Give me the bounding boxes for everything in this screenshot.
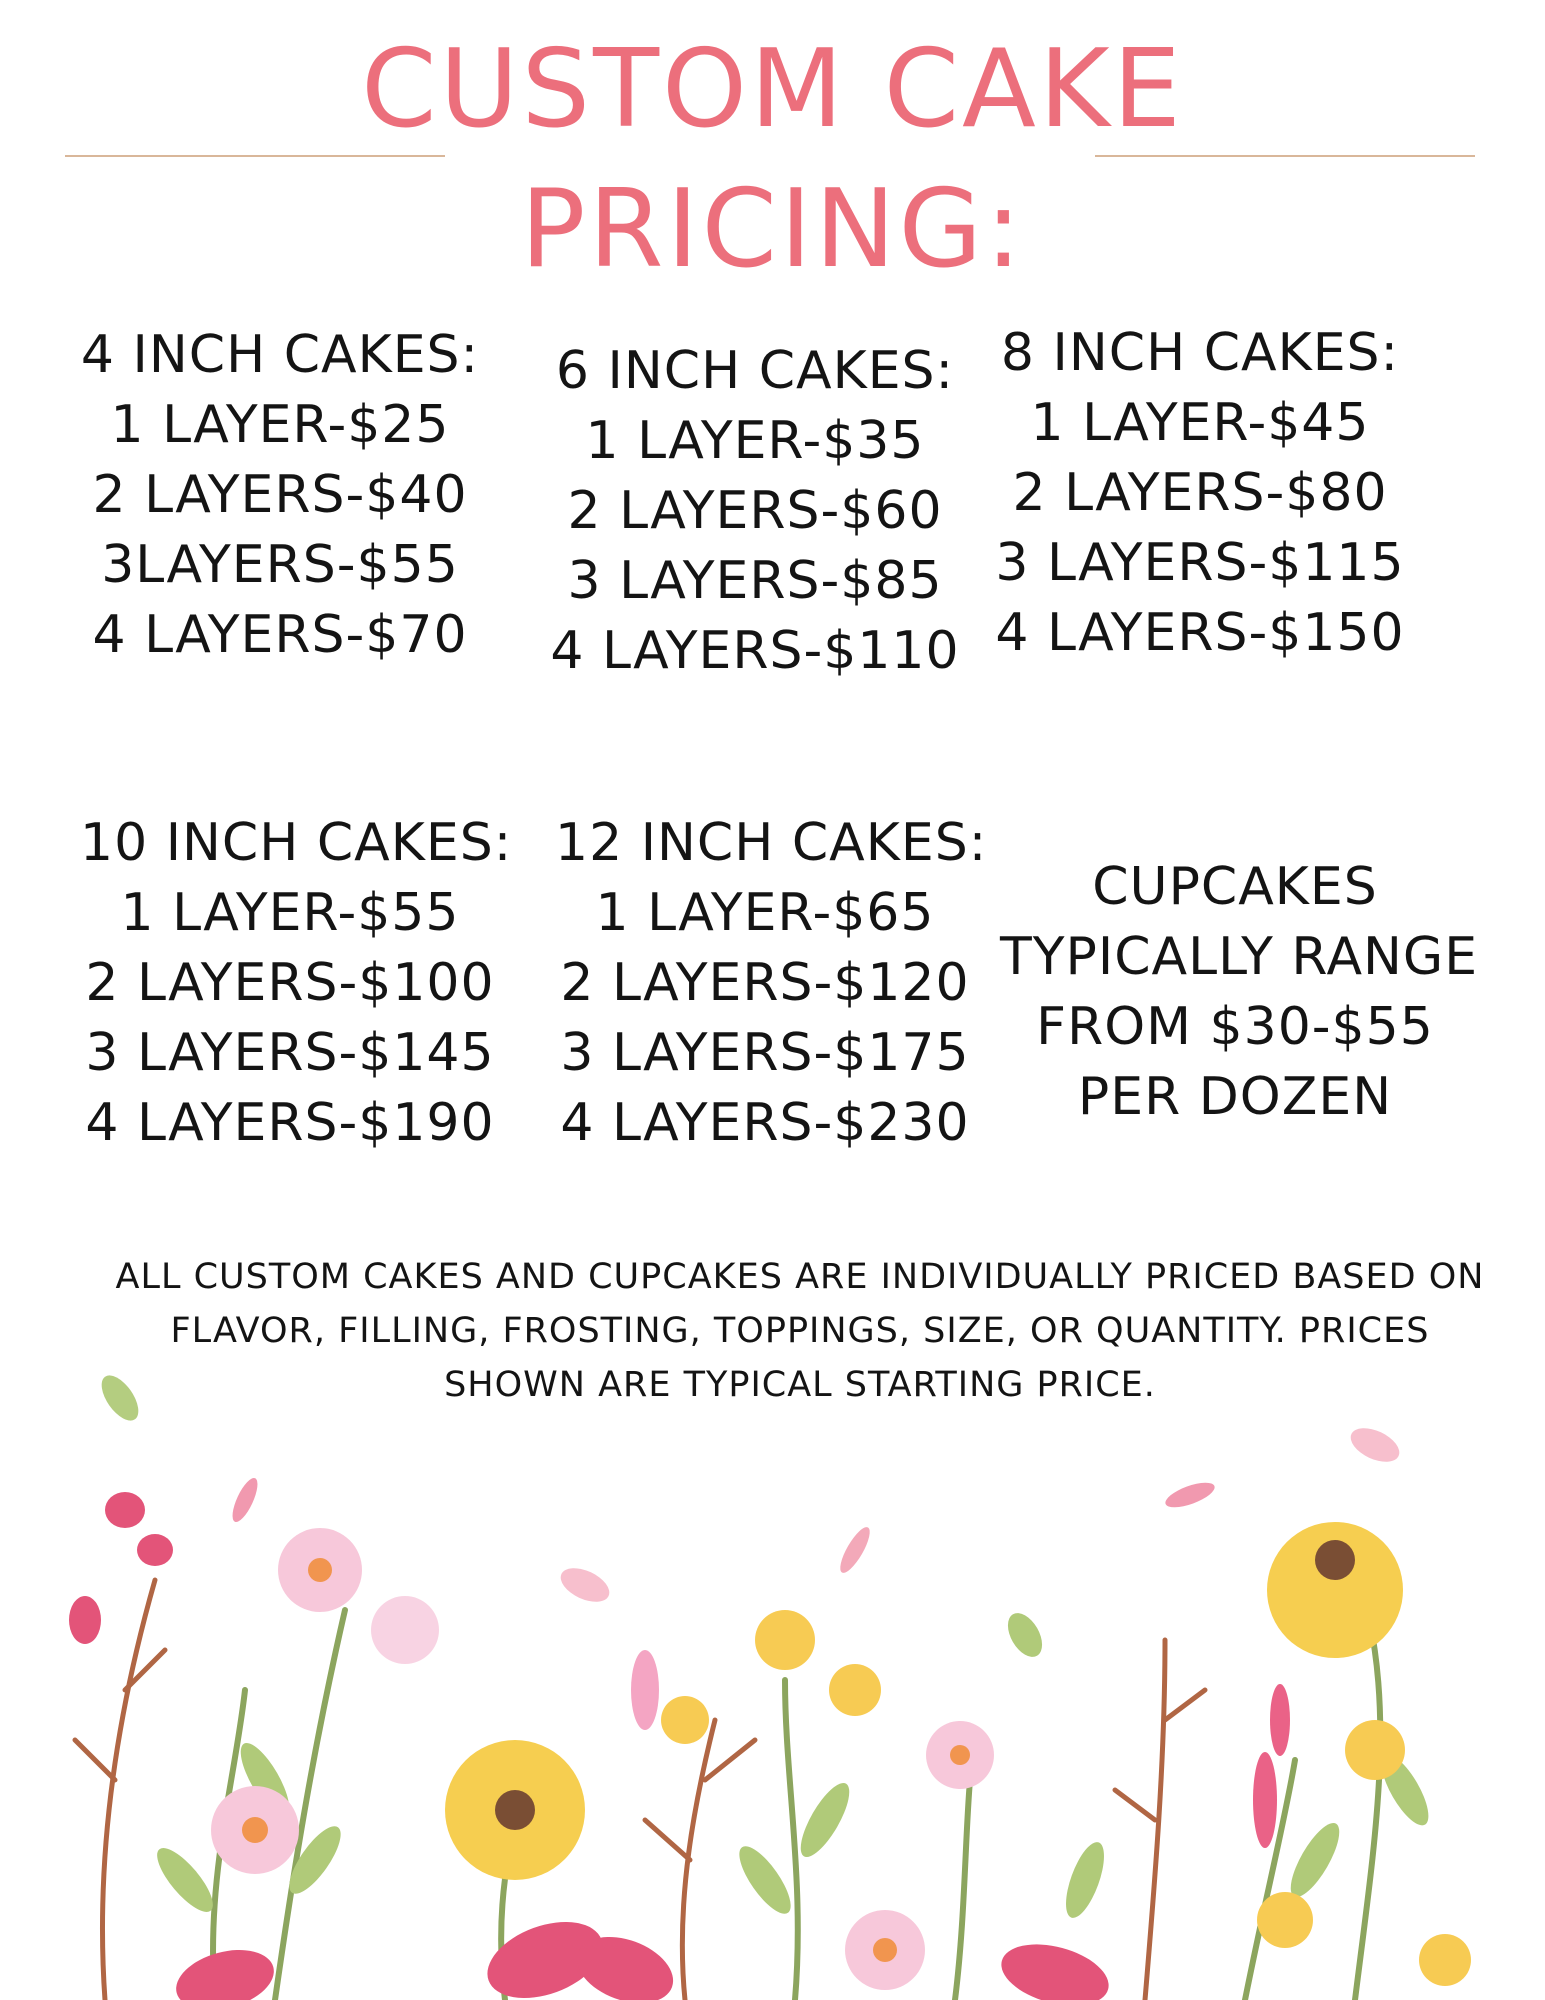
cupcakes-line: TYPICALLY RANGE [1000,927,1479,987]
price-item: 2 LAYERS-$80 [1012,463,1388,523]
price-item: 3LAYERS-$55 [101,535,459,595]
title-divider-left [65,155,445,157]
price-item: 4 LAYERS-$190 [85,1093,495,1153]
price-item: 4 LAYERS-$70 [92,605,468,665]
price-item: 2 LAYERS-$40 [92,465,468,525]
page-title-line-1: CUSTOM CAKE [361,27,1184,152]
pricing-disclaimer: ALL CUSTOM CAKES AND CUPCAKES ARE INDIVIDUALLY PRICED BASED ON FLAVOR, FILLING, FROSTING, TOPPINGS, SIZE, OR QUANTITY. PRICES SHOWN ARE TYPICAL STARTING PRICE. [115,1257,1485,1405]
price-block-4-inch [70,320,490,670]
price-block-8-inch [990,318,1410,668]
price-item: 3 LAYERS-$115 [995,533,1405,593]
price-item: 2 LAYERS-$120 [560,953,970,1013]
price-item: 3 LAYERS-$175 [560,1023,970,1083]
price-block-heading: 12 INCH CAKES: [555,813,988,873]
cupcakes-line: PER DOZEN [1077,1067,1393,1127]
price-item: 4 LAYERS-$230 [560,1093,970,1153]
price-item: 2 LAYERS-$60 [567,481,943,541]
cupcakes-line: FROM $30-$55 [1036,997,1434,1057]
page-title-line-2: PRICING: [520,167,1025,292]
price-block-heading: 10 INCH CAKES: [80,813,513,873]
price-item: 3 LAYERS-$85 [567,551,943,611]
price-block-6-inch [545,336,965,686]
price-item: 3 LAYERS-$145 [85,1023,495,1083]
price-item: 4 LAYERS-$110 [550,621,960,681]
price-item: 1 LAYER-$55 [120,883,460,943]
watercolor-wildflower-border-icon [65,1360,1480,2000]
price-block-heading: 4 INCH CAKES: [80,325,480,385]
price-item: 1 LAYER-$45 [1030,393,1370,453]
price-item: 2 LAYERS-$100 [85,953,495,1013]
price-block-10-inch [80,808,513,1158]
price-item: 1 LAYER-$25 [110,395,450,455]
cupcakes-pricing [1000,852,1479,1132]
price-block-heading: 6 INCH CAKES: [555,341,955,401]
price-item: 4 LAYERS-$150 [995,603,1405,663]
price-block-12-inch [555,808,988,1158]
price-block-heading: 8 INCH CAKES: [1000,323,1400,383]
price-item: 1 LAYER-$65 [595,883,935,943]
title-divider-right [1095,155,1475,157]
price-item: 1 LAYER-$35 [585,411,925,471]
cupcakes-line: CUPCAKES [1092,857,1378,917]
